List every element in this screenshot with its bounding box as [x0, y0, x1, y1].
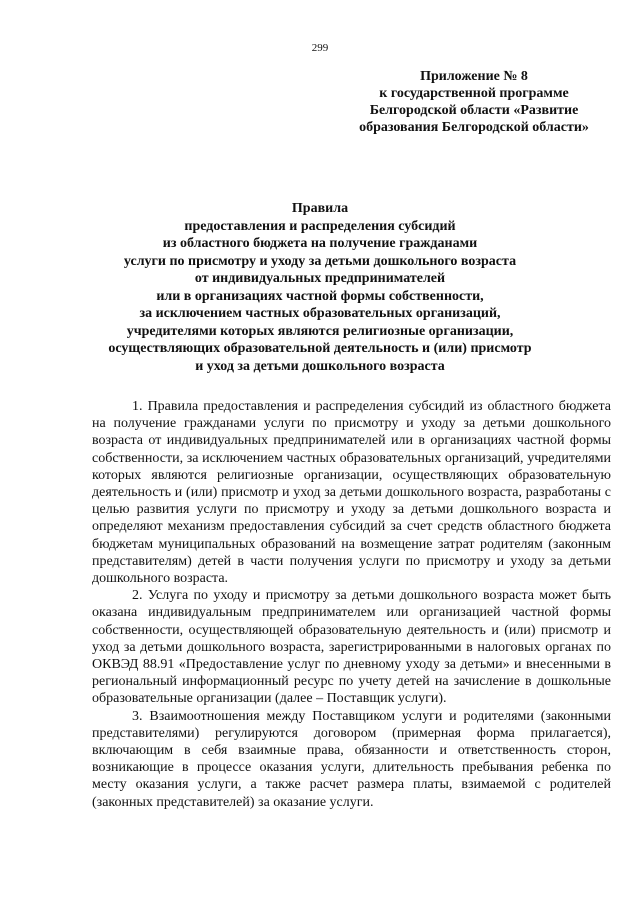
appendix-line: Белгородской области «Развитие: [369, 103, 579, 118]
document-body: [92, 398, 611, 811]
page-number: 299: [311, 42, 329, 54]
title-line: и уход за детьми дошкольного возраста: [195, 358, 445, 374]
paragraph-1: 1. Правила предоставления и распределения субсидий из областного бюджета на получение гражданами услуги по присмотру и уходу за детьми дошкольного возраста от индивидуальных предпринимателей или в организациях частной формы собственности, за исключением частных образовательных организаций, учредителями которых являются религиозные организации, осуществляющих образовательную деятельность и (или) присмотр и уход за детьми дошкольного возраста, разработаны с целью развития услуги по присмотру и уходу за детьми дошкольного возраста и определяют механизм предоставления субсидий за счет средств областного бюджета бюджетам муниципальных образований на возмещение затрат родителям (законным представителям) детей в части получения услуги по присмотру и уходу за детьми дошкольного возраста.: [92, 399, 611, 587]
title-line: из областного бюджета на получение гражданами: [162, 236, 478, 251]
title-line: за исключением частных образовательных организаций,: [139, 306, 501, 321]
title-line: Правила: [291, 201, 349, 216]
title-line: предоставления и распределения субсидий: [184, 218, 456, 234]
appendix-line: образования Белгородской области»: [359, 120, 589, 135]
title-line: осуществляющих образовательной деятельность и (или) присмотр: [108, 341, 532, 356]
appendix-line: Приложение № 8: [420, 69, 528, 84]
title-line: от индивидуальных предпринимателей: [194, 271, 446, 286]
title-line: или в организациях частной формы собственности,: [156, 288, 484, 304]
appendix-header: [344, 68, 604, 136]
paragraph-2: 2. Услуга по уходу и присмотру за детьми дошкольного возраста может быть оказана индивидуальным предпринимателем или организацией частной формы собственности, осуществляющей образовательную деятельность и (или) присмотр и уход за детьми дошкольного возраста, зарегистрированными в налоговых органах по ОКВЭД 88.91 «Предоставление услуг по дневному уходу за детьми» и внесенными в региональный информационный ресурс по учету детей на зачисление в дошкольные образовательные организации (далее – Поставщик услуги).: [92, 588, 611, 707]
paragraph-3: 3. Взаимоотношения между Поставщиком услуги и родителями (законными представителями) регулируются договором (примерная форма прилагается), включающим в себя взаимные права, обязанности и ответственность сторон, возникающие в процессе оказания услуги, длительность пребывания ребенка по месту оказания услуги, а также расчет размера платы, взимаемой с родителей (законных представителей) за оказание услуги.: [92, 708, 611, 810]
title-line: учредителями которых являются религиозные организации,: [126, 323, 514, 339]
appendix-line: к государственной программе: [379, 86, 569, 101]
document-title: [80, 200, 560, 375]
title-line: услуги по присмотру и уходу за детьми дошкольного возраста: [123, 253, 517, 269]
